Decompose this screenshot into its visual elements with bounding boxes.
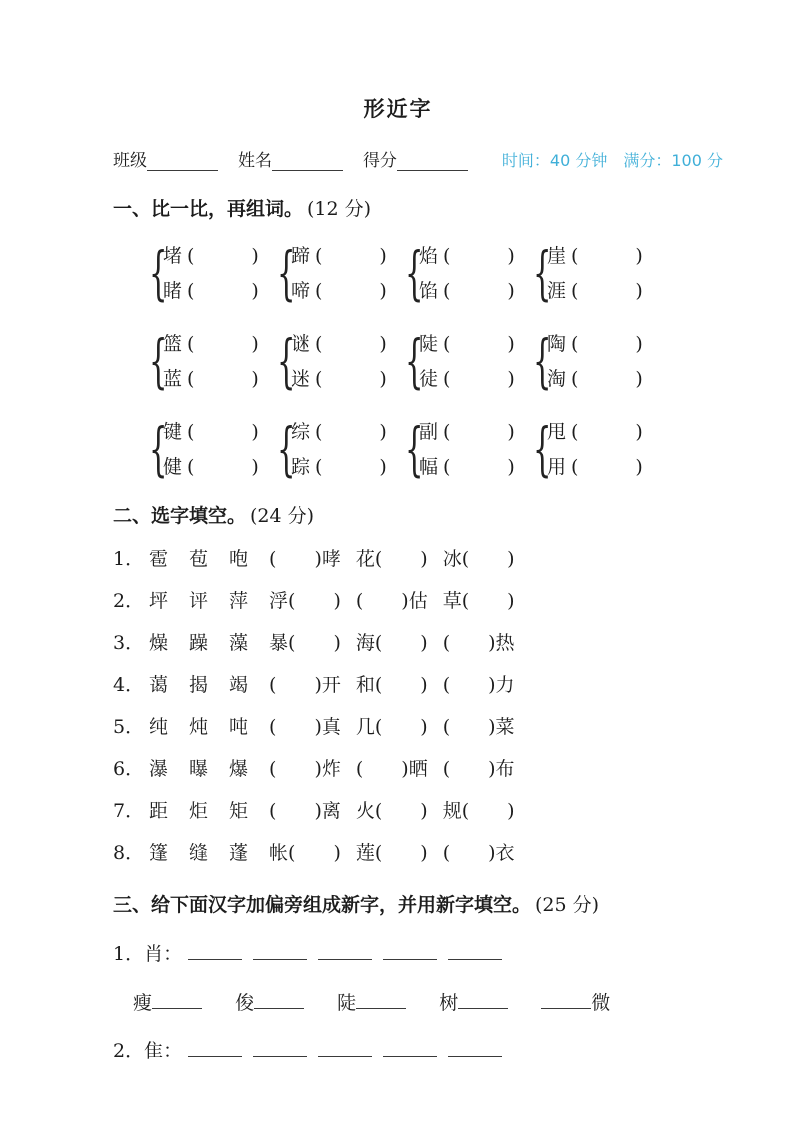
pair-char-top: 堵: [163, 244, 183, 267]
answer-blank-line: [152, 994, 202, 1009]
candidate-char: 评: [189, 590, 209, 612]
pair-cell: [405, 415, 533, 483]
fill-item-4: [113, 673, 723, 697]
item-number: 4．: [113, 674, 145, 696]
pair-char-top: 蹄: [291, 244, 311, 267]
pair-char-top: 键: [163, 420, 183, 443]
answer-paren: ( ): [187, 244, 259, 267]
item-number: 3．: [113, 632, 145, 654]
radical-item-2: [113, 1039, 723, 1063]
brace-icon: {: [277, 327, 296, 395]
pair-char-top: 副: [419, 420, 439, 443]
pair-char-bottom: 馅: [419, 279, 439, 302]
answer-blank-line: [383, 945, 437, 960]
pair-cell: [277, 327, 405, 395]
fill-phrase: ( )晒: [355, 758, 428, 780]
answer-paren: ( ): [187, 367, 259, 390]
fill-phrase: ( )真: [269, 716, 341, 738]
answer-paren: ( ): [315, 279, 387, 302]
answer-paren: ( ): [571, 244, 643, 267]
pair-cell: [533, 239, 661, 307]
pair-char-top: 陶: [547, 332, 567, 355]
pair-cell: [149, 327, 277, 395]
pair-char-bottom: 啼: [291, 279, 311, 302]
fill-phrase: 冰( ): [442, 548, 515, 570]
fill-item-5: [113, 715, 723, 739]
candidate-char: 萍: [229, 590, 249, 612]
pair-cell: [149, 239, 277, 307]
answer-blank-line: [448, 1042, 502, 1057]
candidate-char: 纯: [149, 716, 169, 738]
answer-paren: ( ): [443, 279, 515, 302]
pair-cell: [533, 327, 661, 395]
item-number: 6．: [113, 758, 145, 780]
pair-row: [547, 366, 643, 392]
fill-phrase: 莲( ): [355, 842, 428, 864]
pair-char-top: 崖: [547, 244, 567, 267]
pair-cell: [149, 415, 277, 483]
pair-char-bottom: 用: [547, 455, 567, 478]
pair-char-top: 谜: [291, 332, 311, 355]
page-title: 形近字: [363, 97, 433, 121]
candidate-char: 苞: [189, 548, 209, 570]
fill-phrase: ( )菜: [442, 716, 515, 738]
fill-phrase: 规( ): [442, 800, 515, 822]
name-label: 姓名: [237, 151, 272, 171]
fill-phrase: 草( ): [442, 590, 515, 612]
section3-points: (25 分): [535, 894, 600, 916]
pair-char-top: 甩: [547, 420, 567, 443]
radical-item-1-subline: [133, 988, 723, 1015]
answer-blank-line: [356, 994, 406, 1009]
candidate-char: 燥: [149, 632, 169, 654]
pair-row: [547, 331, 643, 357]
fill-phrase: 浮( ): [269, 590, 341, 612]
answer-paren: ( ): [315, 455, 387, 478]
word-char: 树: [439, 992, 459, 1014]
answer-paren: ( ): [443, 455, 515, 478]
section1-points: (12 分): [307, 198, 372, 220]
pair-row: [163, 243, 259, 269]
base-char: 隹：: [144, 1040, 183, 1062]
answer-paren: ( ): [443, 332, 515, 355]
candidate-char: 瀑: [149, 758, 169, 780]
item-number: 2．: [113, 590, 145, 612]
pair-char-bottom: 蓝: [163, 367, 183, 390]
section2-heading-text: 二、选字填空。: [113, 505, 247, 527]
candidate-char: 篷: [149, 842, 169, 864]
answer-blank-line: [254, 994, 304, 1009]
section2-points: (24 分): [250, 505, 315, 527]
word-char: 微: [591, 992, 611, 1014]
brace-icon: {: [533, 327, 552, 395]
fill-item-6: [113, 757, 723, 781]
pair-cell: [533, 415, 661, 483]
answer-paren: ( ): [315, 420, 387, 443]
section1-heading: [113, 197, 723, 222]
item-number: 7．: [113, 800, 145, 822]
answer-paren: ( ): [443, 244, 515, 267]
item-number: 2．: [113, 1040, 145, 1062]
pair-char-bottom: 幅: [419, 455, 439, 478]
pair-char-top: 焰: [419, 244, 439, 267]
candidate-char: 炖: [189, 716, 209, 738]
brace-icon: {: [533, 415, 552, 483]
pair-row: [419, 331, 515, 357]
answer-paren: ( ): [443, 420, 515, 443]
pair-row: [291, 366, 387, 392]
class-label: 班级: [113, 151, 147, 171]
section2-heading: [113, 504, 723, 529]
pair-row: [163, 454, 259, 480]
brace-icon: {: [533, 239, 552, 307]
answer-paren: ( ): [187, 455, 259, 478]
brace-icon: {: [405, 327, 424, 395]
word-with-blank: [235, 992, 304, 1014]
fill-phrase: 几( ): [355, 716, 428, 738]
answer-paren: ( ): [187, 420, 259, 443]
brace-icon: {: [405, 239, 424, 307]
answer-blank-line: [448, 945, 502, 960]
item-number: 1．: [113, 943, 145, 965]
item-number: 5．: [113, 716, 145, 738]
base-char: 肖：: [144, 943, 183, 965]
fill-phrase: ( )布: [442, 758, 515, 780]
section1-heading-text: 一、比一比，再组词。: [113, 198, 304, 220]
word-with-blank: [337, 992, 406, 1014]
section3-heading-text: 三、给下面汉字加偏旁组成新字，并用新字填空。: [113, 894, 532, 916]
pair-char-top: 陡: [419, 332, 439, 355]
fill-phrase: ( )离: [269, 800, 341, 822]
fill-phrase: ( )估: [355, 590, 428, 612]
candidate-char: 距: [149, 800, 169, 822]
answer-blank-line: [318, 945, 372, 960]
brace-icon: {: [277, 239, 296, 307]
pair-row: [419, 366, 515, 392]
pair-row: [291, 419, 387, 445]
fill-phrase: 暴( ): [269, 632, 341, 654]
fill-phrase: ( )衣: [442, 842, 515, 864]
answer-blank-line: [253, 1042, 307, 1057]
word-char: 俊: [235, 992, 255, 1014]
word-with-blank: [133, 992, 202, 1014]
answer-paren: ( ): [571, 420, 643, 443]
pair-row: [547, 419, 643, 445]
answer-blank-line: [318, 1042, 372, 1057]
fill-phrase: 火( ): [355, 800, 428, 822]
class-blank-line: [147, 156, 218, 171]
candidate-char: 竭: [229, 674, 249, 696]
brace-icon: {: [149, 415, 168, 483]
answer-paren: ( ): [315, 367, 387, 390]
fill-item-1: [113, 547, 723, 571]
student-info-row: [113, 146, 723, 171]
answer-blank-line: [188, 945, 242, 960]
answer-paren: ( ): [571, 279, 643, 302]
pair-char-top: 篮: [163, 332, 183, 355]
answer-paren: ( ): [187, 279, 259, 302]
pair-char-bottom: 徒: [419, 367, 439, 390]
pair-row: [291, 454, 387, 480]
candidate-char: 曝: [189, 758, 209, 780]
answer-blank-line: [188, 1042, 242, 1057]
word-with-blank: [439, 992, 508, 1014]
word-char: 陡: [337, 992, 357, 1014]
answer-blank-line: [458, 994, 508, 1009]
pair-char-bottom: 健: [163, 455, 183, 478]
candidate-char: 爆: [229, 758, 249, 780]
word-char: 瘦: [133, 992, 153, 1014]
fill-phrase: ( )开: [269, 674, 341, 696]
answer-paren: ( ): [571, 332, 643, 355]
pair-char-bottom: 淘: [547, 367, 567, 390]
pair-char-top: 综: [291, 420, 311, 443]
time-score-note: 时间：40 分钟 满分：100 分: [501, 151, 723, 170]
pair-row: [419, 278, 515, 304]
fill-phrase: 花( ): [355, 548, 428, 570]
candidate-char: 藻: [229, 632, 249, 654]
answer-blank-line: [253, 945, 307, 960]
answer-paren: ( ): [571, 455, 643, 478]
pair-row: [163, 331, 259, 357]
candidate-char: 坪: [149, 590, 169, 612]
candidate-char: 揭: [189, 674, 209, 696]
fill-item-3: [113, 631, 723, 655]
answer-blank-line: [383, 1042, 437, 1057]
radical-item-1: [113, 942, 723, 966]
answer-paren: ( ): [443, 367, 515, 390]
brace-icon: {: [405, 415, 424, 483]
candidate-char: 蔼: [149, 674, 169, 696]
pair-char-bottom: 睹: [163, 279, 183, 302]
pair-row: [291, 278, 387, 304]
blank-with-word: [541, 992, 610, 1014]
answer-paren: ( ): [315, 332, 387, 355]
fill-item-8: [113, 841, 723, 865]
brace-icon: {: [149, 327, 168, 395]
pair-group-3: [149, 415, 723, 483]
brace-icon: {: [149, 239, 168, 307]
fill-phrase: 帐( ): [269, 842, 341, 864]
candidate-char: 蓬: [229, 842, 249, 864]
answer-paren: ( ): [187, 332, 259, 355]
fill-phrase: ( )炸: [269, 758, 341, 780]
pair-row: [419, 243, 515, 269]
pair-char-bottom: 迷: [291, 367, 311, 390]
pair-cell: [277, 239, 405, 307]
pair-group-2: [149, 327, 723, 395]
fill-item-2: [113, 589, 723, 613]
item-number: 1．: [113, 548, 145, 570]
brace-icon: {: [277, 415, 296, 483]
pair-cell: [277, 415, 405, 483]
pair-row: [163, 278, 259, 304]
answer-paren: ( ): [571, 367, 643, 390]
pair-row: [163, 366, 259, 392]
candidate-char: 咆: [229, 548, 249, 570]
candidate-char: 矩: [229, 800, 249, 822]
fill-phrase: ( )热: [442, 632, 515, 654]
item-number: 8．: [113, 842, 145, 864]
candidate-char: 躁: [189, 632, 209, 654]
score-label: 得分: [362, 151, 397, 171]
candidate-char: 缝: [189, 842, 209, 864]
pair-char-bottom: 涯: [547, 279, 567, 302]
pair-char-bottom: 踪: [291, 455, 311, 478]
candidate-char: 吨: [229, 716, 249, 738]
fill-phrase: 和( ): [355, 674, 428, 696]
name-blank-line: [272, 156, 343, 171]
candidate-char: 雹: [149, 548, 169, 570]
pair-row: [419, 419, 515, 445]
pair-cell: [405, 239, 533, 307]
fill-phrase: 海( ): [355, 632, 428, 654]
pair-row: [291, 331, 387, 357]
pair-row: [163, 419, 259, 445]
fill-item-7: [113, 799, 723, 823]
pair-row: [291, 243, 387, 269]
pair-row: [547, 278, 643, 304]
pair-cell: [405, 327, 533, 395]
pair-row: [547, 243, 643, 269]
pair-group-1: [149, 239, 723, 307]
pair-row: [547, 454, 643, 480]
answer-blank-line: [541, 994, 591, 1009]
candidate-char: 炬: [189, 800, 209, 822]
pair-row: [419, 454, 515, 480]
answer-paren: ( ): [315, 244, 387, 267]
fill-phrase: ( )力: [442, 674, 515, 696]
fill-phrase: ( )哮: [269, 548, 341, 570]
section3-heading: [113, 893, 723, 918]
score-blank-line: [397, 156, 468, 171]
